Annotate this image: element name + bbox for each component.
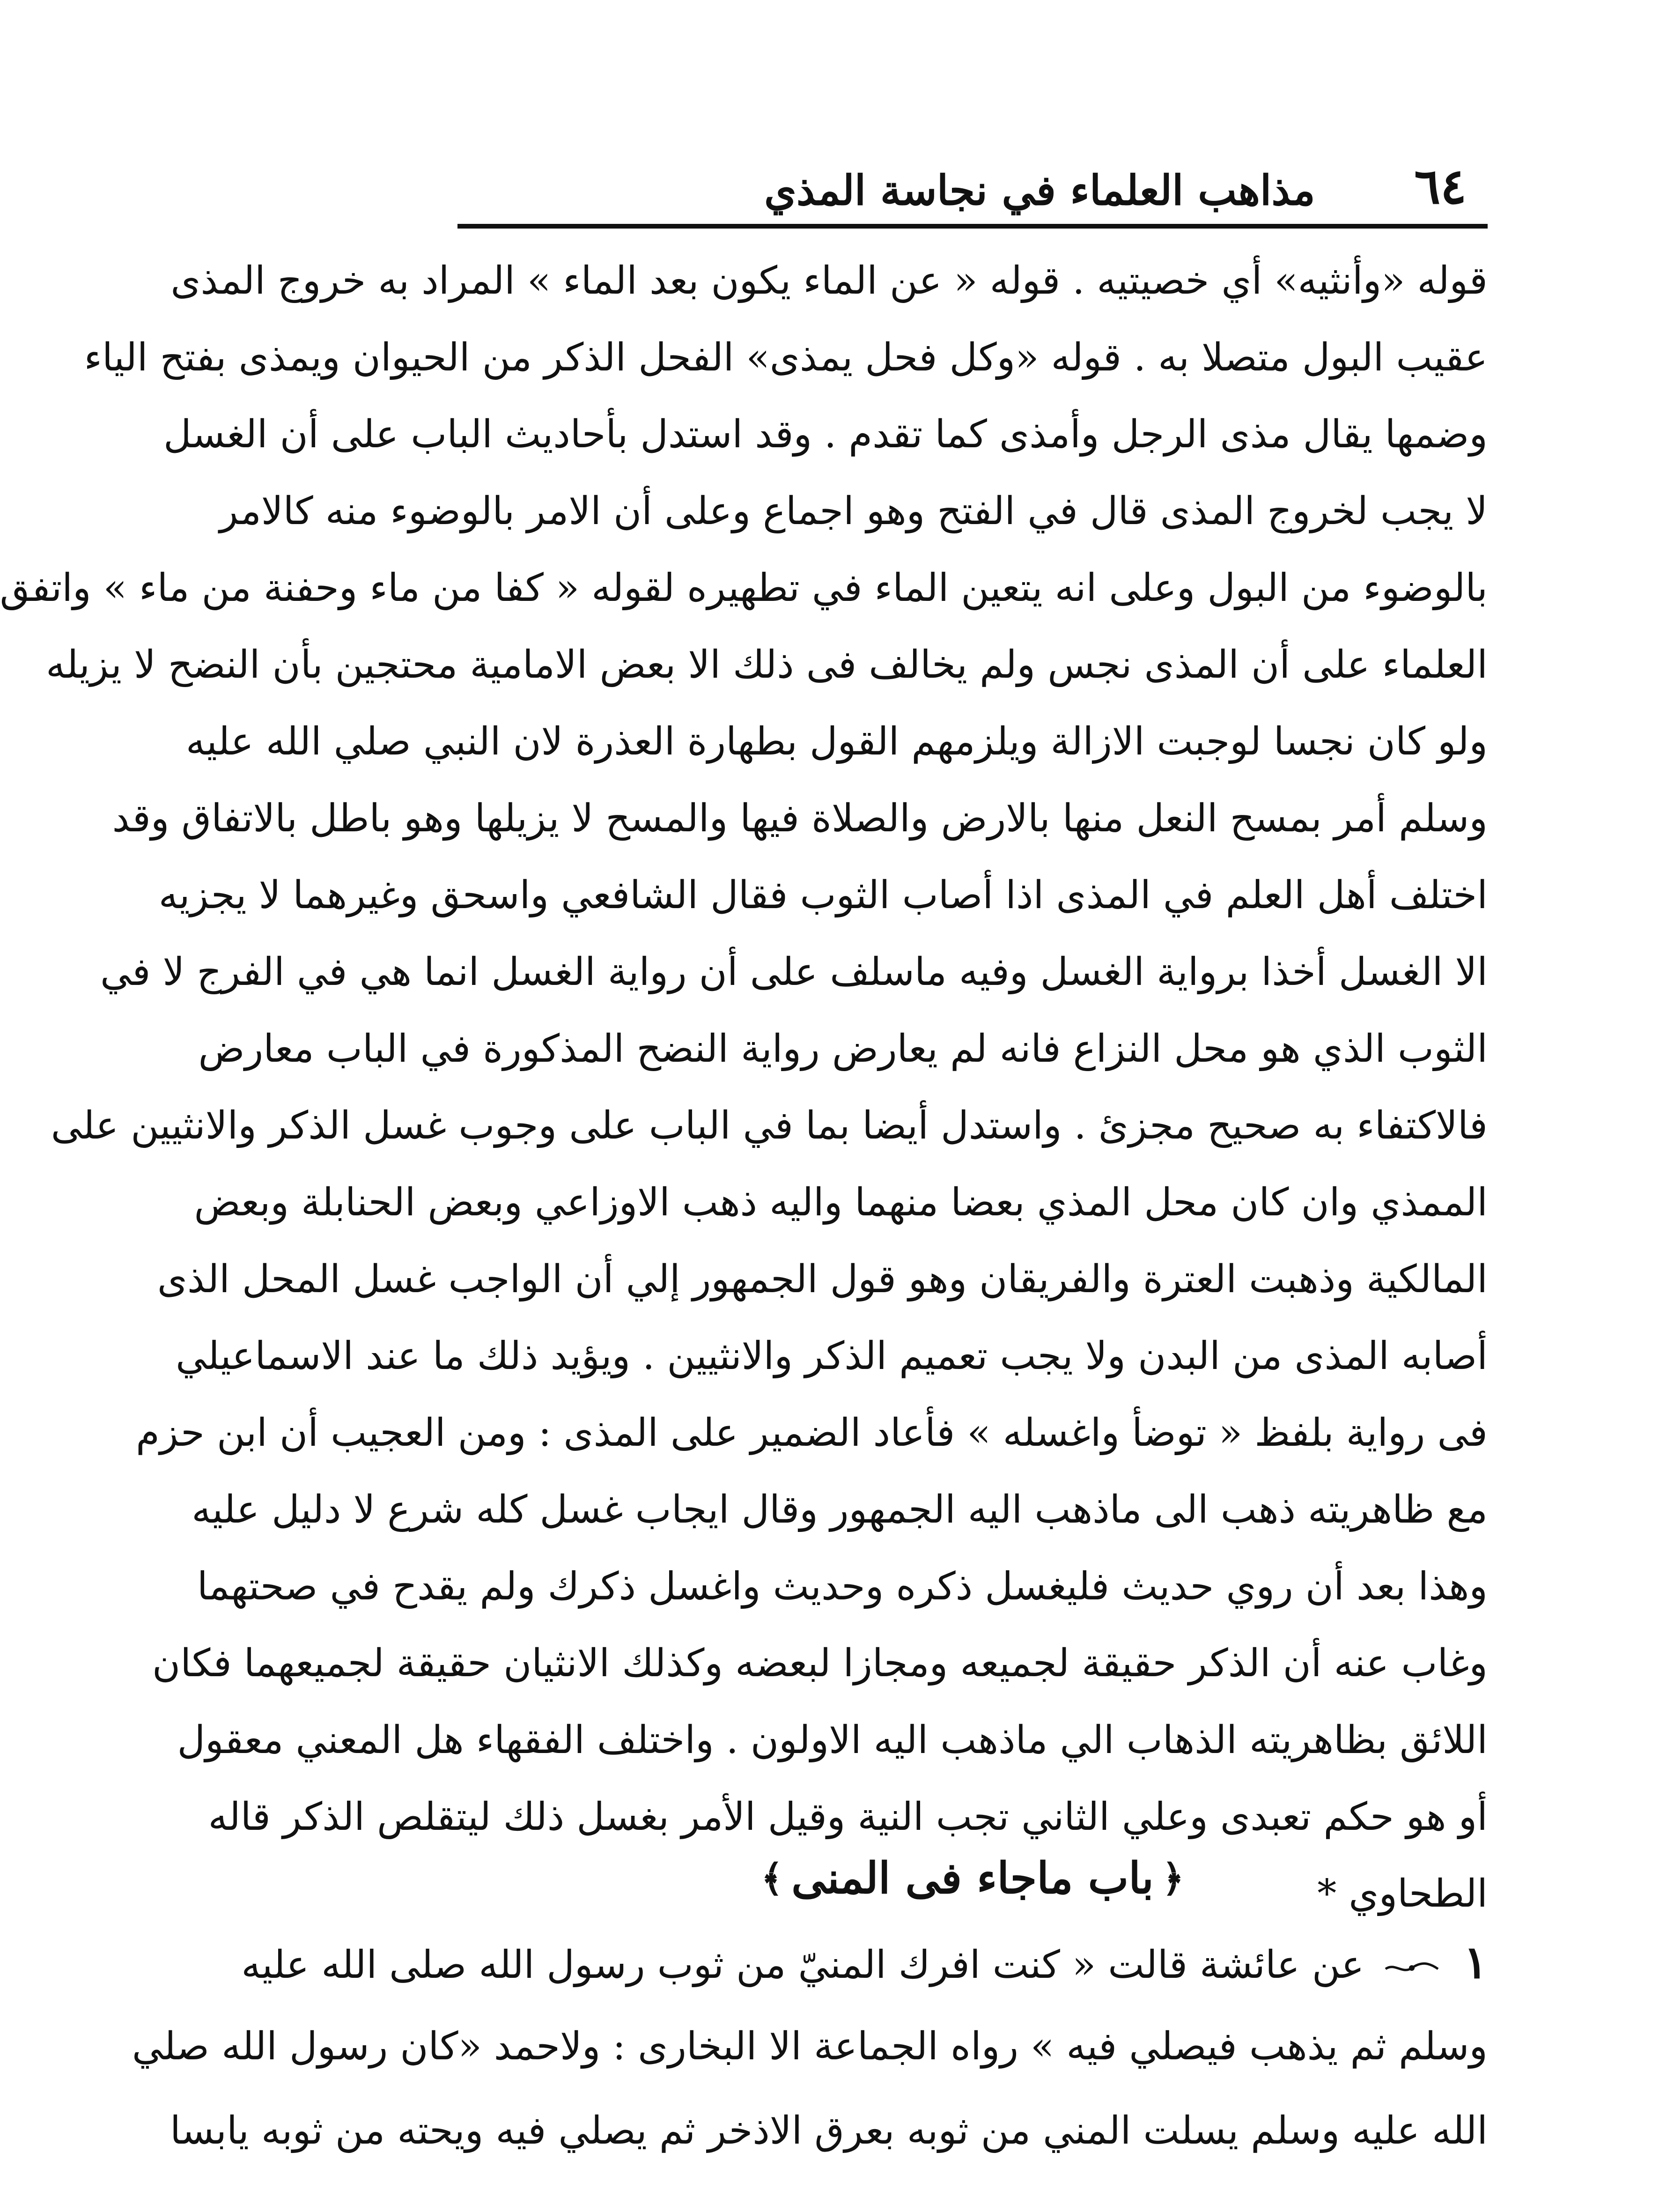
text-line: الا الغسل أخذا برواية الغسل وفيه ماسلف على أن رواية الغسل انما هي في الفرج لا في: [100, 950, 1488, 994]
section-title: باب ماجاء فى المنى: [791, 1853, 1154, 1903]
text-line: وغاب عنه أن الذكر حقيقة لجميعه ومجازا لبعضه وكذلك الانثيان حقيقة لجميعهما فكان: [152, 1641, 1488, 1686]
hadith-text-line: عن عائشة قالت « كنت افرك المنيّ من ثوب رسول الله صلى الله عليه: [241, 1943, 1364, 1987]
text-line: فى رواية بلفظ « توضأ واغسله » فأعاد الضمير على المذى : ومن العجيب أن ابن حزم: [136, 1411, 1488, 1455]
text-line: وسلم أمر بمسح النعل منها بالارض والصلاة فيها والمسح لا يزيلها وهو باطل بالاتفاق وقد: [112, 796, 1488, 841]
running-title: مذاهب العلماء في نجاسة المذي: [764, 166, 1315, 215]
text-line: الثوب الذي هو محل النزاع فانه لم يعارض رواية النضح المذكورة في الباب معارض: [198, 1027, 1488, 1071]
text-line: بالوضوء من البول وعلى انه يتعين الماء في تطهيره لقوله « كفا من ماء وحفنة من ماء » واتفق: [0, 566, 1488, 610]
page-number: ٦٤: [1414, 157, 1467, 215]
text-line-final: الطحاوي *: [1317, 1872, 1488, 1916]
page-header: [460, 141, 1467, 215]
text-line: أصابه المذى من البدن ولا يجب تعميم الذكر والانثيين . ويؤيد ذلك ما عند الاسماعيلي: [176, 1334, 1488, 1378]
hadith-text-line: وسلم ثم يذهب فيصلي فيه » رواه الجماعة الا البخارى : ولاحمد «كان رسول الله صلي: [132, 2024, 1488, 2069]
section-heading: [457, 1845, 1488, 1911]
text-line: المالكية وذهبت العترة والفريقان وهو قول الجمهور إلي أن الواجب غسل المحل الذى: [157, 1257, 1488, 1302]
text-line: الممذي وان كان محل المذي بعضا منهما واليه ذهب الاوزاعي وبعض الحنابلة وبعض: [194, 1180, 1488, 1225]
text-line: العلماء على أن المذى نجس ولم يخالف فى ذلك الا بعض الامامية محتجين بأن النضح لا يزيله: [45, 643, 1488, 687]
text-line: أو هو حكم تعبدى وعلي الثاني تجب النية وقيل الأمر بغسل ذلك ليتقلص الذكر قاله: [208, 1795, 1488, 1839]
text-line: وهذا بعد أن روي حديث فليغسل ذكره وحديث واغسل ذكرك ولم يقدح في صحتهما: [197, 1564, 1488, 1609]
ornate-bracket-close: ﴾: [761, 1856, 783, 1900]
flourish-icon: [1384, 1959, 1440, 1977]
hadith-block: [132, 1920, 1488, 2173]
text-line: فالاكتفاء به صحيح مجزئ . واستدل أيضا بما في الباب على وجوب غسل الذكر والانثيين على: [51, 1103, 1488, 1148]
text-line: ولو كان نجسا لوجبت الازالة ويلزمهم القول بطهارة العذرة لان النبي صلي الله عليه: [185, 719, 1488, 764]
text-line: وضمها يقال مذى الرجل وأمذى كما تقدم . وقد استدل بأحاديث الباب على أن الغسل: [163, 412, 1488, 457]
ornate-bracket-open: ﴿: [1162, 1856, 1184, 1900]
text-line: عقيب البول متصلا به . قوله «وكل فحل يمذى» الفحل الذكر من الحيوان ويمذى بفتح الياء: [84, 335, 1488, 380]
text-line: قوله «وأنثيه» أي خصيتيه . قوله « عن الماء يكون بعد الماء » المراد به خروج المذى: [170, 259, 1488, 303]
commentary-text: [0, 243, 1488, 1932]
hadith-number: ١: [1463, 1936, 1488, 1989]
text-line: مع ظاهريته ذهب الى ماذهب اليه الجمهور وقال ايجاب غسل كله شرع لا دليل عليه: [192, 1487, 1488, 1532]
text-line: اللائق بظاهريته الذهاب الي ماذهب اليه الاولون . واختلف الفقهاء هل المعني معقول: [177, 1718, 1488, 1762]
header-divider: [457, 224, 1488, 229]
text-line: لا يجب لخروج المذى قال في الفتح وهو اجماع وعلى أن الامر بالوضوء منه كالامر: [219, 489, 1488, 533]
hadith-text-line: الله عليه وسلم يسلت المني من ثوبه بعرق الاذخر ثم يصلي فيه ويحته من ثوبه يابسا: [170, 2108, 1488, 2153]
text-line: اختلف أهل العلم في المذى اذا أصاب الثوب فقال الشافعي واسحق وغيرهما لا يجزيه: [158, 873, 1488, 917]
hadith-line: [241, 1920, 1488, 2005]
